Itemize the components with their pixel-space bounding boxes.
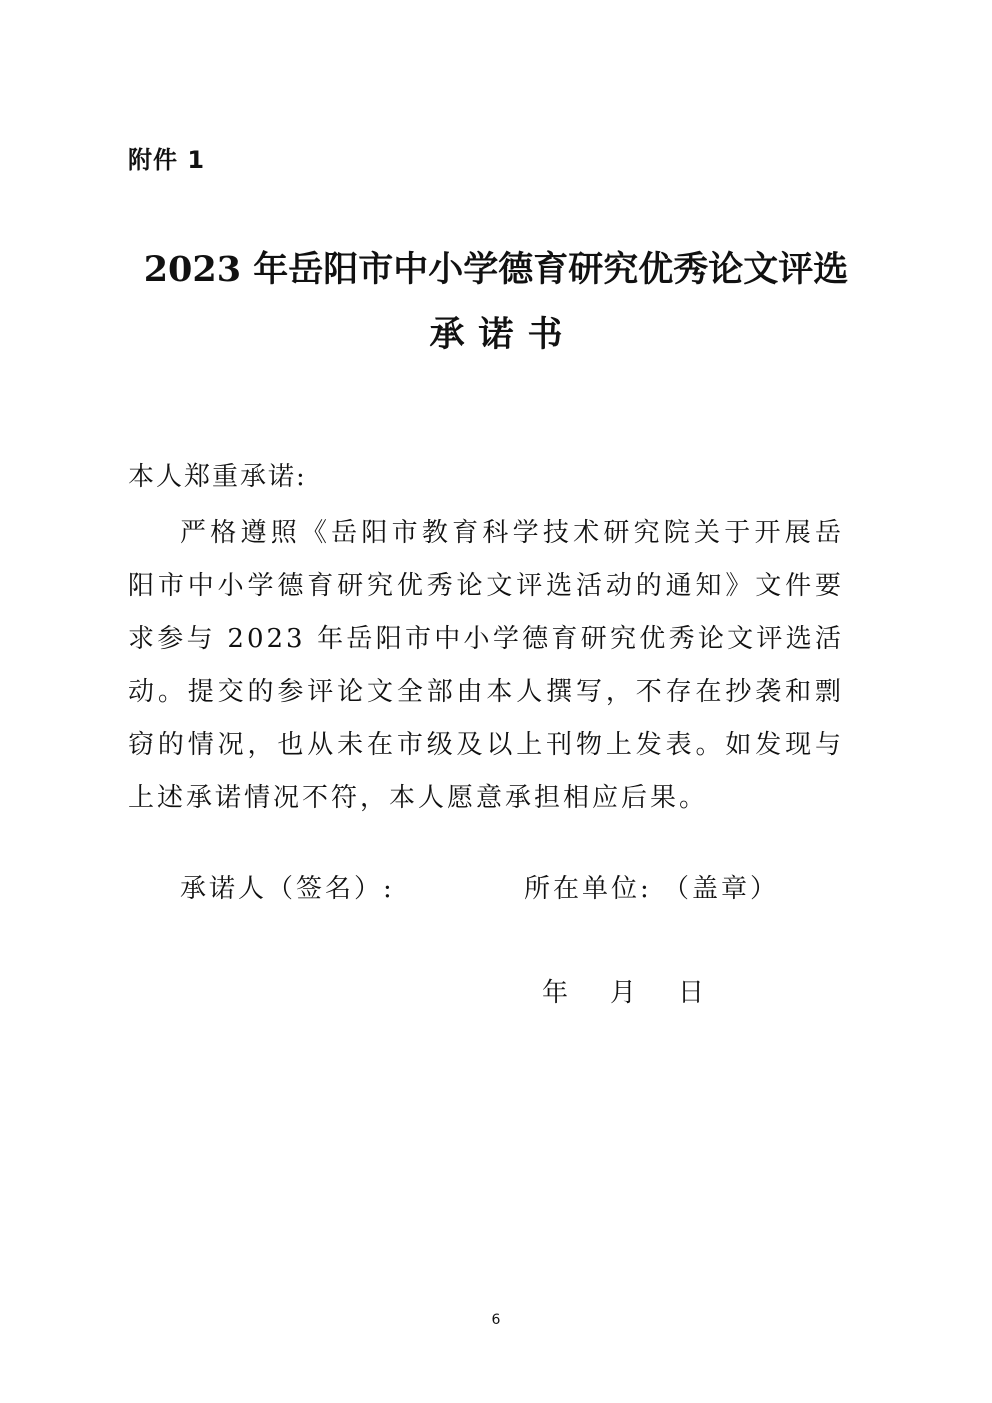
attachment-label: 附件 1 (128, 146, 206, 174)
date-month: 月 (610, 978, 637, 1008)
signature-person-label: 承诺人（签名）: (180, 874, 395, 904)
date-year: 年 (542, 978, 569, 1008)
salutation: 本人郑重承诺: (128, 462, 307, 492)
document-subtitle: 承诺书 (429, 314, 577, 355)
date-day: 日 (678, 978, 705, 1008)
signature-unit-label: 所在单位: （盖章） (524, 874, 780, 904)
document-title: 2023 年岳阳市中小学德育研究优秀论文评选 (143, 249, 849, 290)
page-number: 6 (491, 1312, 501, 1328)
date-line (542, 972, 704, 1009)
commitment-body: 严格遵照《岳阳市教育科学技术研究院关于开展岳阳市中小学德育研究优秀论文评选活动的通知》文件要求参与 2023 年岳阳市中小学德育研究优秀论文评选活动。提交的参评论文全部由本人撰写，不存在抄袭和剽窃的情况，也从未在市级及以上刊物上发表。如发现与上述承诺情况不符，本人愿意承担相应后果。 (128, 518, 844, 813)
